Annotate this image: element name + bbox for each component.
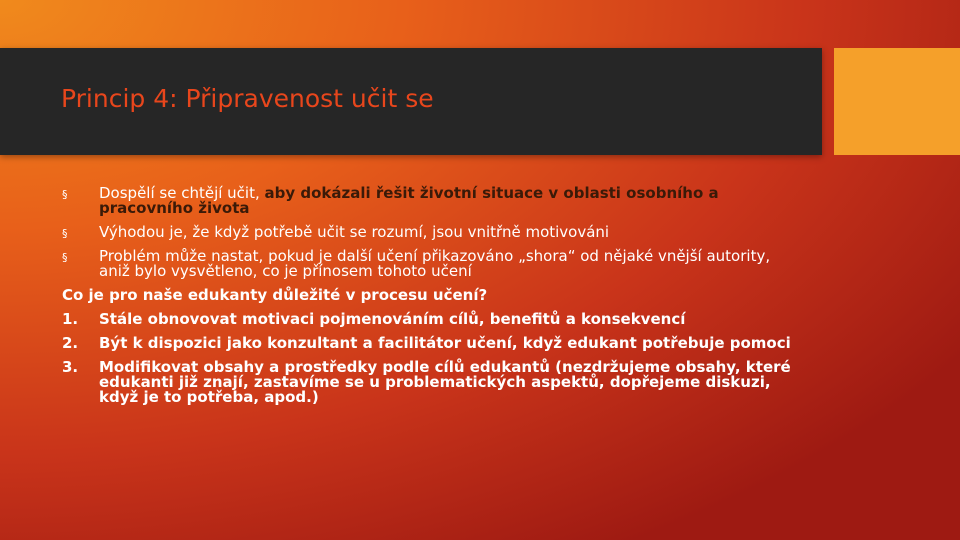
slide-content	[62, 186, 802, 414]
numbered-item	[62, 312, 802, 327]
bullet-emphasis-text: aby dokázali řešit životní situace v oblasti osobního a pracovního života	[99, 184, 719, 217]
slide-title: Princip 4: Připravenost učit se	[61, 84, 434, 113]
numbered-item	[62, 336, 802, 351]
numbered-text: Modifikovat obsahy a prostředky podle cílů edukantů (nezdržujeme obsahy, které edukanti již znají, zastavíme se u problematických aspektů, dopřejeme diskuzi, když je to potřeba, apod.)	[99, 358, 791, 406]
bullet-text: Výhodou je, že když potřebě učit se rozumí, jsou vnitřně motivováni	[99, 223, 610, 241]
bullet-text: Problém může nastat, pokud je další učení přikazováno „shora“ od nějaké vnější autority, aniž bylo vysvětleno, co je přínosem tohoto učení	[99, 247, 771, 280]
number-marker: 1.	[62, 310, 79, 328]
bullet-item	[62, 249, 802, 279]
accent-block	[834, 48, 960, 155]
question-line: Co je pro naše edukanty důležité v procesu učení?	[62, 286, 488, 304]
bullet-text: Dospělí se chtějí učit,	[99, 184, 265, 202]
bullet-marker-icon: §	[62, 188, 68, 201]
number-marker: 3.	[62, 358, 79, 376]
numbered-text: Stále obnovovat motivaci pojmenováním cílů, benefitů a konsekvencí	[99, 310, 686, 328]
bullet-item	[62, 225, 802, 240]
bullet-marker-icon: §	[62, 227, 68, 240]
bullet-item	[62, 186, 802, 216]
number-marker: 2.	[62, 334, 79, 352]
numbered-item	[62, 360, 802, 405]
bullet-marker-icon: §	[62, 251, 68, 264]
numbered-text: Být k dispozici jako konzultant a facilitátor učení, když edukant potřebuje pomoci	[99, 334, 791, 352]
